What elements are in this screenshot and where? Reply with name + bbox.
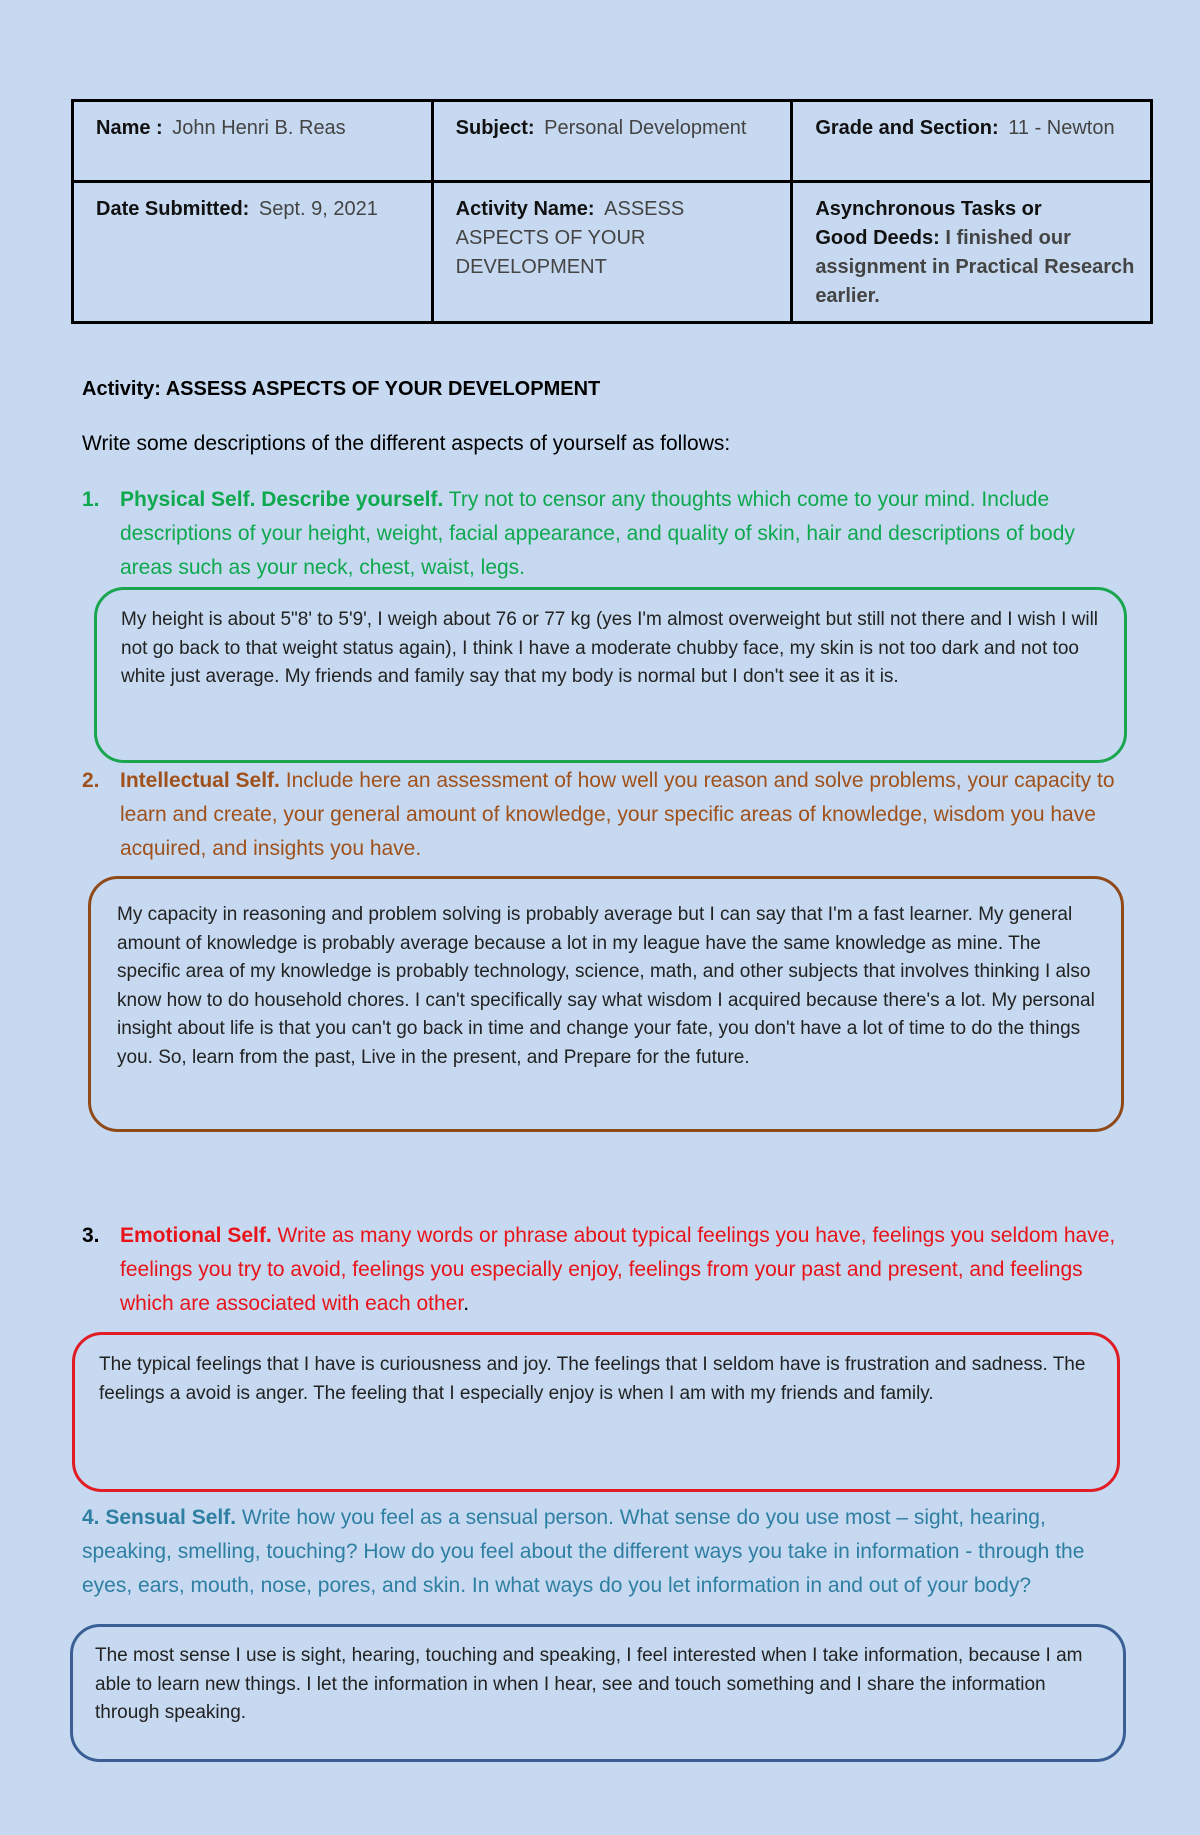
physical-self-answer-box [94,587,1127,763]
emotional-self-heading: Emotional Self. [120,1224,272,1247]
info-row [73,182,1152,323]
async-tasks-cell [792,182,1152,323]
emotional-self-prompt [82,1219,1122,1321]
intellectual-self-answer-box [88,876,1124,1132]
subject-label: Subject: [455,117,535,139]
physical-self-heading: Physical Self. Describe yourself. [120,488,444,511]
grade-value: 11 - Newton [1008,117,1115,139]
info-row [73,101,1152,182]
emotional-self-answer: The typical feelings that I have is curiousness and joy. The feelings that I seldom have is frustration and sadness. The feelings a avoid is anger. The feeling that I especially enjoy is when I am with my friends and family. [99,1354,1086,1404]
good-deeds-label: Good Deeds: [815,227,940,249]
subject-cell [432,101,792,182]
sensual-self-answer: The most sense I use is sight, hearing, touching and speaking, I feel interested when I take information, because I am able to learn new things. I let the information in when I hear, see and touch something and I share the information through speaking. [95,1645,1083,1723]
intellectual-self-heading: Intellectual Self. [120,769,280,792]
physical-self-prompt [82,483,1122,585]
async-tasks-value: I finished our assignment in Practical Research earlier. [815,227,1135,307]
date-cell [73,182,433,323]
instructions: Write some descriptions of the different aspects of yourself as follows: [82,432,731,455]
activity-name-cell [432,182,792,323]
sensual-self-answer-box [70,1624,1126,1762]
intellectual-self-prompt [82,764,1122,866]
student-info-table [71,99,1153,324]
name-label: Name : [96,117,163,139]
grade-cell [792,101,1152,182]
sensual-self-prompt [82,1501,1127,1603]
emotional-self-instructions: Write as many words or phrase about typical feelings you have, feelings you seldom have, feelings you try to avoid, feelings you especially enjoy, feelings from your past and present, and feelings which are associated with each other [120,1224,1116,1315]
date-label: Date Submitted: [96,198,250,220]
sensual-self-instructions: Write how you feel as a sensual person. What sense do you use most – sight, hearing, speaking, smelling, touching? How do you feel about the different ways you take in information - through the eyes, ears, mouth, nose, pores, and skin. In what ways do you let information in and out of your body? [82,1506,1085,1597]
date-value: Sept. 9, 2021 [258,198,378,220]
physical-self-answer: My height is about 5"8' to 5'9', I weigh about 76 or 77 kg (yes I'm almost overweight but still not there and I wish I will not go back to that weight status again), I think I have a moderate chubby face, my skin is not too dark and not too white just average. My friends and family say that my body is normal but I don't see it as it is. [121,609,1099,687]
trailing-period: . [463,1292,470,1315]
emotional-self-answer-box [72,1332,1120,1492]
intellectual-self-answer: My capacity in reasoning and problem solving is probably average but I can say that I'm a fast learner. My general amount of knowledge is probably average because a lot in my league have the same knowledge as mine. The specific area of my knowledge is probably technology, science, math, and other subjects that involves thinking I also know how to do household chores. I can't specifically say what wisdom I acquired because there's a lot. My personal insight about life is that you can't go back in time and change your fate, you don't have a lot of time to do the things you. So, learn from the past, Live in the present, and Prepare for the future. [117,904,1095,1068]
activity-title: Activity: ASSESS ASPECTS OF YOUR DEVELOPMENT [82,378,601,400]
item-number: 2. [82,769,100,792]
activity-name-label: Activity Name: [455,198,595,220]
sensual-self-heading: 4. Sensual Self. [82,1506,237,1529]
item-number: 3. [82,1224,100,1247]
physical-self-instructions: Try not to censor any thoughts which come to your mind. Include descriptions of your height, weight, facial appearance, and quality of skin, hair and descriptions of body areas such as your neck, chest, waist, legs. [120,488,1075,579]
name-value: John Henri B. Reas [172,117,346,139]
activity-name-value: ASSESS ASPECTS OF YOUR DEVELOPMENT [455,198,685,278]
item-number: 1. [82,488,100,511]
async-tasks-label: Asynchronous Tasks or [815,198,1042,220]
subject-value: Personal Development [544,117,747,139]
grade-label: Grade and Section: [815,117,999,139]
name-cell [73,101,433,182]
intellectual-self-instructions: Include here an assessment of how well you reason and solve problems, your capacity to learn and create, your general amount of knowledge, your specific areas of knowledge, wisdom you have acquired, and insights you have. [120,769,1115,860]
